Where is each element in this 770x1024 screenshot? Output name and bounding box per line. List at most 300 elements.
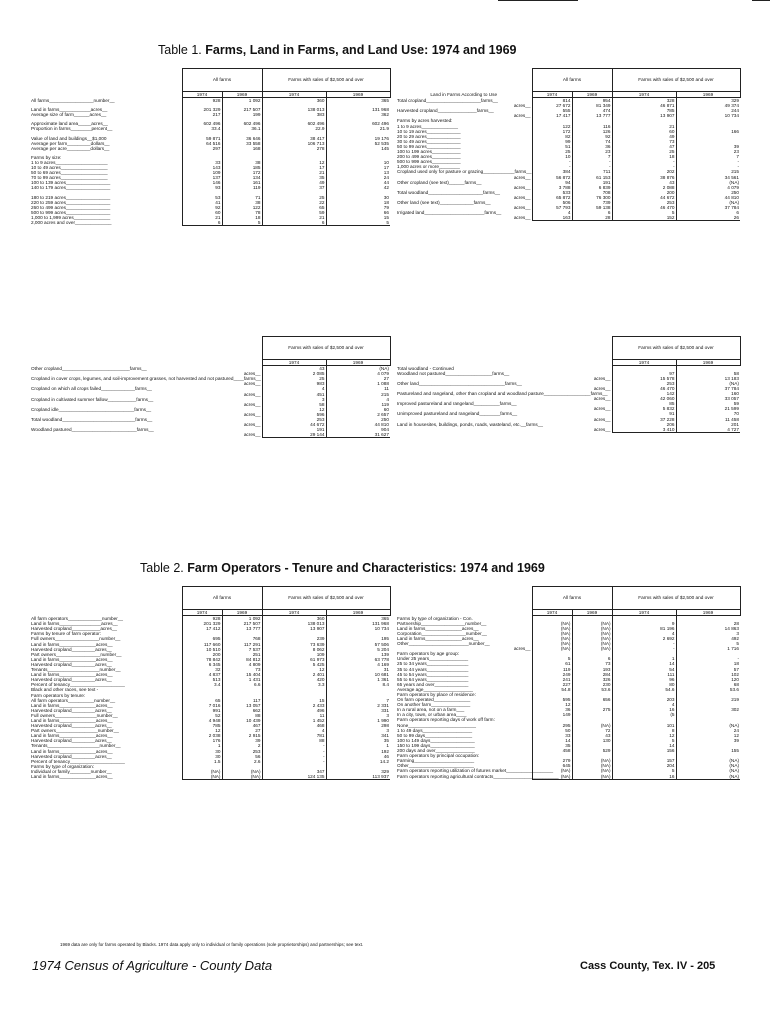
cell-value: 4 727 <box>676 427 740 433</box>
row-label: Other cropland__________________________farms__ <box>31 365 147 371</box>
cell-value: 3 788 <box>532 185 572 190</box>
cell-value: 152 <box>612 215 676 221</box>
cell-value: (NA) <box>572 641 612 646</box>
cell-value: (NA) <box>676 774 740 780</box>
cell-value: 79 <box>326 205 390 210</box>
cell-value: 10 681 <box>326 672 390 677</box>
row-label: Farm operators reporting agricultural contracts_________________________ <box>397 773 559 779</box>
cell-value: 7 <box>676 154 740 159</box>
cell-value: 12 <box>262 667 326 672</box>
cell-value: 15 578 <box>612 376 676 381</box>
cell-value: 7 537 <box>222 647 262 652</box>
cell-value: 215 <box>676 169 740 174</box>
cell-value: - <box>262 759 326 764</box>
cell-value: 904 <box>326 427 390 432</box>
cell-value: 201 329 <box>182 621 222 626</box>
cell-value: 785 <box>182 723 222 728</box>
row-label: On farm operated______________ <box>397 697 471 703</box>
row-label: Corporation_________________number__ <box>397 630 487 636</box>
cell-value: 10 <box>326 160 390 165</box>
cell-value: 383 <box>262 112 326 117</box>
cell-value: 602 496 <box>182 121 222 126</box>
cell-value: 29 144 <box>262 432 326 438</box>
row-label: 50 to 99 acres_____________ <box>397 143 461 149</box>
cell-value: - <box>262 749 326 754</box>
cell-value: 13 777 <box>222 626 262 631</box>
cell-value: 138 013 <box>262 107 326 112</box>
row-label: Total cropland_____________________farms__ <box>397 97 498 103</box>
cell-value: 17 412 <box>182 626 222 631</box>
row-label: 35 to 44 years________________ <box>397 666 469 672</box>
cell-value: (NA) <box>572 774 612 780</box>
cell-value: 10 439 <box>222 718 262 723</box>
row-label: 50 to 99 days__________________ <box>397 732 473 738</box>
cell-value: 3.3 <box>262 682 326 687</box>
cell-value: 30 <box>326 195 390 200</box>
cell-value: 116 <box>572 124 612 129</box>
table1-title-prefix: Table 1. <box>158 43 202 57</box>
cell-value: 68 <box>676 682 740 687</box>
cell-value: 251 <box>222 652 262 657</box>
cell-value: 22 <box>262 200 326 205</box>
cell-value: 27 <box>222 728 262 733</box>
cell-value: 30 <box>182 754 222 759</box>
cell-value: 172 <box>532 129 572 134</box>
row-label: Farms by size: <box>31 154 62 160</box>
row-label: 10 to 49 acres__________________ <box>31 165 108 171</box>
cell-value: 131 968 <box>326 621 390 626</box>
cell-value: 59 138 <box>572 205 612 210</box>
cell-value: 347 <box>262 769 326 774</box>
row-label: 10 to 19 acres_____________ <box>397 128 461 134</box>
t1-hdr-2500: Farms with sales of $2,500 and over <box>262 69 390 92</box>
cell-value: (NA) <box>676 763 740 768</box>
cell-value: 6.6 <box>222 682 262 687</box>
cell-value: 2 038 <box>182 733 222 738</box>
cell-value: 61 153 <box>572 175 612 180</box>
cell-value: 506 <box>532 200 572 205</box>
cell-value: 25 <box>612 149 676 154</box>
cell-value: 78 <box>222 210 262 215</box>
cell-value: - <box>572 164 612 169</box>
row-label: Cropland on which all crops failed_____________farms__ <box>31 386 152 392</box>
row-label: Harvested cropland_______________farms__ <box>397 108 494 114</box>
cell-value: 117 <box>222 698 262 703</box>
row-label: Tenants____________________number__ <box>31 667 121 673</box>
cell-value: 39 <box>222 738 262 743</box>
cell-value: 56 872 <box>532 175 572 180</box>
row-label: In a city, town, or urban area____ <box>397 712 467 718</box>
cell-value: 16 <box>612 707 676 712</box>
cell-value: 23 <box>572 149 612 154</box>
t1-year: 1969 <box>572 92 612 98</box>
t2-year: 1969 <box>222 610 262 616</box>
cell-value: 3 <box>676 631 740 636</box>
cell-value: 1 088 <box>326 381 390 386</box>
cell-value: 30 <box>182 749 222 754</box>
row-label: 50 to 69 acres__________________ <box>31 170 108 176</box>
cell-value: 2 331 <box>326 703 390 708</box>
cell-value: 166 <box>676 129 740 134</box>
cell-value: 2 401 <box>262 672 326 677</box>
cell-value: 555 <box>532 108 572 113</box>
cell-value: 2 <box>222 743 262 748</box>
cell-value: - <box>532 159 572 164</box>
cell-value: 146 <box>182 180 222 185</box>
row-label: Land in farms______________acres__ <box>31 672 113 678</box>
row-label: 200 to 499 acres___________ <box>397 154 461 160</box>
cell-value: 44 <box>326 180 390 185</box>
cell-value: 275 <box>572 707 612 712</box>
cell-value: 31 <box>326 667 390 672</box>
row-label: Land in farms____________acres__ <box>31 107 108 113</box>
cell-value: 18 <box>326 200 390 205</box>
row-label: 2,000 acres and over______________ <box>31 219 112 225</box>
row-label: 500 to 999 acres___________ <box>397 159 461 165</box>
cell-value: 451 <box>262 392 326 397</box>
cell-value: (NA) <box>532 774 572 780</box>
row-label: Irrigated land_______________________farms__ <box>397 210 502 216</box>
cell-value: 78 842 <box>182 657 222 662</box>
cell-value: 80 <box>612 682 676 687</box>
cell-value: 161 <box>222 180 262 185</box>
cell-value: 662 <box>222 708 262 713</box>
cell-value: 126 <box>572 129 612 134</box>
cell-value: 70 <box>676 411 740 416</box>
cell-value: 6 <box>572 656 612 661</box>
cell-value: 468 <box>262 723 326 728</box>
cell-value: 219 <box>676 697 740 702</box>
cell-value: 4 <box>612 702 676 707</box>
cell-value: 1 361 <box>326 677 390 682</box>
cell-value: 39 <box>676 738 740 743</box>
cell-value: 2 915 <box>222 733 262 738</box>
cell-value: 781 <box>262 733 326 738</box>
cell-value: 711 <box>572 169 612 174</box>
cell-value: 57 506 <box>326 642 390 647</box>
cell-value: 43 <box>572 733 612 738</box>
row-label: 1,000 to 1,999 acres______________ <box>31 214 111 220</box>
cell-value: 15 <box>326 215 390 220</box>
cell-value: 54.6 <box>612 687 676 692</box>
cell-value: 36 646 <box>222 136 262 141</box>
row-label: 220 to 259 acres_________________ <box>31 199 111 205</box>
cell-value: 4 809 <box>222 662 262 667</box>
table2-left-panel <box>30 586 391 780</box>
row-label: None__________________________ <box>397 722 476 728</box>
cell-value: 695 <box>182 636 222 641</box>
cell-value: 65 872 <box>532 195 572 200</box>
cell-value: 467 <box>222 723 262 728</box>
cell-value: 4 948 <box>182 718 222 723</box>
cell-value: 329 <box>676 98 740 104</box>
cell-value: 991 <box>182 708 222 713</box>
t1-year: 1969 <box>676 92 740 98</box>
cell-value: 10 <box>532 154 572 159</box>
table-row <box>396 427 740 433</box>
cell-value: 33 <box>532 733 572 738</box>
cell-value: 2 085 <box>262 371 326 376</box>
cell-value: 73 <box>222 667 262 672</box>
cell-value: 60 <box>326 407 390 412</box>
row-label: Woodland not pastured__________________farms__ <box>397 370 510 376</box>
row-label: 260 to 499 acres_________________ <box>31 204 111 210</box>
cell-value: 92 <box>182 205 222 210</box>
cell-value: 14 <box>612 743 676 748</box>
cell-value: 983 <box>262 381 326 386</box>
cell-value: 43 <box>262 366 326 372</box>
cell-value: 25 <box>262 195 326 200</box>
cell-value: 58 <box>262 402 326 407</box>
row-label: acres__ <box>593 396 611 402</box>
row-label: Farm operators by principal occupation: <box>397 753 480 759</box>
t1-year: 1974 <box>612 92 676 98</box>
cell-value: 1 <box>182 743 222 748</box>
cell-value: 201 329 <box>182 107 222 112</box>
cell-value: 244 <box>676 108 740 113</box>
t2-year: 1969 <box>676 610 740 616</box>
t2-year: 1974 <box>532 610 572 616</box>
t1-cont-hdr: Farms with sales of $2,500 and over <box>612 337 740 360</box>
row-label: Farms by type of organization - Con. <box>397 615 473 621</box>
row-label: acres__ <box>513 103 531 109</box>
cell-value: 59 <box>262 210 326 215</box>
cell-value: 14 <box>612 661 676 666</box>
cell-value: 38 876 <box>612 175 676 180</box>
cell-value: 5 <box>532 656 572 661</box>
cell-value: 284 <box>572 672 612 677</box>
cell-value: 85 <box>612 401 676 406</box>
cell-value: 53 <box>182 195 222 200</box>
row-label: Cropland used only for pasture or grazing____________farms__ <box>397 169 532 175</box>
t1-year: 1974 <box>262 92 326 98</box>
cell-value: - <box>612 159 676 164</box>
row-label: Other land (see text)_____________farms__ <box>397 199 491 205</box>
cell-value: 63 778 <box>326 657 390 662</box>
cell-value: 13 907 <box>262 626 326 631</box>
cell-value: 2.6 <box>222 759 262 764</box>
row-label: 100 to 149 days_________________ <box>397 737 475 743</box>
cell-value: 191 <box>572 180 612 185</box>
row-label: Pastureland and rangeland, other than cropland and woodland pasture__________________farms__ <box>397 391 608 397</box>
row-label: 1 to 9 acres______________ <box>397 123 458 129</box>
row-label: 55 to 64 years________________ <box>397 676 469 682</box>
cell-value: 84 812 <box>222 657 262 662</box>
cell-value: 253 <box>262 417 326 422</box>
cell-value: (NA) <box>532 626 572 631</box>
cell-value: 365 <box>326 616 390 622</box>
cell-value: 57 793 <box>532 205 572 210</box>
cell-value: 97 <box>612 371 676 376</box>
cell-value: 34 561 <box>676 175 740 180</box>
cell-value: (NA) <box>532 631 572 636</box>
row-label: Land in farms______________acres__ <box>31 702 113 708</box>
cell-value: 250 <box>676 190 740 195</box>
cell-value: 163 <box>532 215 572 221</box>
cell-value: 47 <box>612 144 676 149</box>
row-label: Percent of tenancy_____________________ <box>31 758 125 764</box>
cell-value: (NA) <box>532 621 572 626</box>
t1-hdr-all: All farms <box>182 69 262 92</box>
cell-value: (NA) <box>572 768 612 773</box>
cell-value: (NA) <box>572 636 612 641</box>
table-row <box>396 774 740 780</box>
cell-value: 130 <box>572 738 612 743</box>
row-label: 100 to 139 acres_________________ <box>31 180 111 186</box>
cell-value: 3 <box>326 713 390 718</box>
cell-value: 1 431 <box>222 677 262 682</box>
cell-value: 38 <box>222 200 262 205</box>
cell-value: (NA) <box>572 758 612 763</box>
row-label: Farm operators reporting days of work off farm: <box>397 717 495 723</box>
cell-value: 928 <box>182 616 222 622</box>
cell-value: 113 937 <box>326 774 390 780</box>
cell-value: 230 <box>572 682 612 687</box>
cell-value: 25 <box>532 149 572 154</box>
cell-value: - <box>262 743 326 748</box>
cell-value: 91 <box>612 411 676 416</box>
cell-value: 596 <box>262 412 326 417</box>
row-label: 1,000 acres or more________ <box>397 164 460 170</box>
cell-value: 474 <box>572 108 612 113</box>
cell-value: 6 839 <box>572 185 612 190</box>
cell-value: 11 <box>262 713 326 718</box>
cell-value: (NA) <box>572 631 612 636</box>
row-label: acres__ <box>243 432 261 438</box>
row-label: 140 to 179 acres_________________ <box>31 185 111 191</box>
cell-value: 341 <box>326 733 390 738</box>
row-label: Harvested cropland_________acres__ <box>31 707 112 713</box>
cell-value: (NA) <box>222 769 262 774</box>
cell-value: 46 470 <box>612 205 676 210</box>
row-label: 65 years and over_____________ <box>397 681 469 687</box>
cell-value: 4 079 <box>676 185 740 190</box>
cell-value: - <box>676 159 740 164</box>
table1-left-continued <box>30 336 391 438</box>
cell-value: 191 <box>262 427 326 432</box>
cell-value: 5 <box>612 768 676 773</box>
cell-value: 17 <box>262 165 326 170</box>
cell-value: 28 <box>572 215 612 221</box>
row-label: 1 to 9 acres____________________ <box>31 159 108 165</box>
cell-value: 326 <box>572 677 612 682</box>
cell-value: 195 <box>326 636 390 641</box>
cell-value: 102 <box>676 672 740 677</box>
cell-value: 215 <box>326 392 390 397</box>
cell-value: 51 <box>532 144 572 149</box>
row-label: Improved pastureland and rangeland__________farms__ <box>397 401 517 407</box>
cell-value: 6 <box>182 220 222 226</box>
cell-value: 17 <box>326 165 390 170</box>
cell-value: 37 784 <box>676 386 740 391</box>
cell-value: 41 <box>182 200 222 205</box>
cell-value: 5 <box>222 220 262 226</box>
cell-value: (NA) <box>532 641 572 646</box>
cell-value: 12 <box>612 733 676 738</box>
cell-value: 76 300 <box>572 195 612 200</box>
row-label: acres__ <box>243 371 261 377</box>
cell-value: 172 <box>222 170 262 175</box>
cell-value: 60 <box>612 129 676 134</box>
table2-title-prefix: Table 2. <box>140 561 184 575</box>
cell-value: 17 417 <box>532 113 572 118</box>
cell-value: 328 <box>612 98 676 104</box>
cell-value: 117 291 <box>222 642 262 647</box>
row-label: Percent of tenancy_____________________ <box>31 682 125 688</box>
cell-value: 35 <box>262 175 326 180</box>
cell-value: 12 <box>262 407 326 412</box>
cell-value: 99 <box>532 139 572 144</box>
row-label: Other land_________________________________farms__ <box>397 380 522 386</box>
cell-value: 28 <box>676 621 740 626</box>
cell-value: 4 <box>262 386 326 391</box>
cell-value: 295 <box>532 723 572 728</box>
cell-value: 53.6 <box>676 687 740 692</box>
cell-value: 15 404 <box>222 672 262 677</box>
row-label: acres__ <box>593 375 611 381</box>
cell-value: - <box>262 754 326 759</box>
cell-value: 200 <box>612 190 676 195</box>
cell-value: 8 062 <box>262 647 326 652</box>
cell-value: 59 <box>676 401 740 406</box>
cell-value: 53.6 <box>572 687 612 692</box>
cell-value: (NA) <box>572 646 612 651</box>
cell-value: (NA) <box>572 723 612 728</box>
cell-value: (5 <box>612 712 676 717</box>
t1-year: 1974 <box>532 92 572 98</box>
cell-value: 331 <box>326 708 390 713</box>
cell-value: 26 <box>676 215 740 221</box>
row-label: Land in farms______________acres__ <box>31 774 113 779</box>
cell-value: 27 672 <box>532 103 572 108</box>
cell-value: 73 <box>612 139 676 144</box>
cell-value: 6 <box>676 210 740 215</box>
cell-value: 279 <box>532 758 572 763</box>
cell-value: 533 <box>532 190 572 195</box>
table2-title-text: Farm Operators - Tenure and Characteristics: 1974 and 1969 <box>187 561 545 575</box>
cell-value: 9 <box>612 621 676 626</box>
cell-value: 602 496 <box>262 121 326 126</box>
cell-value: (NA) <box>572 626 612 631</box>
cell-value: 297 <box>182 146 222 151</box>
footer-right: Cass County, Tex. IV - 205 <box>580 960 716 972</box>
cell-value: 5 <box>676 641 740 646</box>
cell-value: - <box>676 164 740 169</box>
cell-value: 46 470 <box>612 386 676 391</box>
cell-value: 217 507 <box>222 107 262 112</box>
cell-value: 82 <box>532 134 572 139</box>
row-label: Cropland in cultivated summer fallow___________farms__ <box>31 396 154 402</box>
row-label: Other_______________________number__ <box>397 641 490 647</box>
cell-value: - <box>676 656 740 661</box>
cell-value: 5 425 <box>262 662 326 667</box>
t1-year: 1969 <box>326 360 390 366</box>
cell-value: 88 <box>262 738 326 743</box>
cell-value: 131 968 <box>326 107 390 112</box>
cell-value: 38 <box>222 160 262 165</box>
cell-value: 13 907 <box>612 113 676 118</box>
cell-value: 44 810 <box>326 422 390 427</box>
cell-value: 1 452 <box>262 718 326 723</box>
t1-year: 1974 <box>262 360 326 366</box>
cell-value: (NA) <box>676 768 740 773</box>
cell-value: 155 <box>676 748 740 753</box>
cell-value: 302 <box>676 707 740 712</box>
row-label: Part owners________________number__ <box>31 728 119 734</box>
row-label: acres__ <box>243 401 261 407</box>
row-label: Harvested cropland_________acres__ <box>31 646 112 652</box>
cell-value: 1 <box>326 743 390 748</box>
